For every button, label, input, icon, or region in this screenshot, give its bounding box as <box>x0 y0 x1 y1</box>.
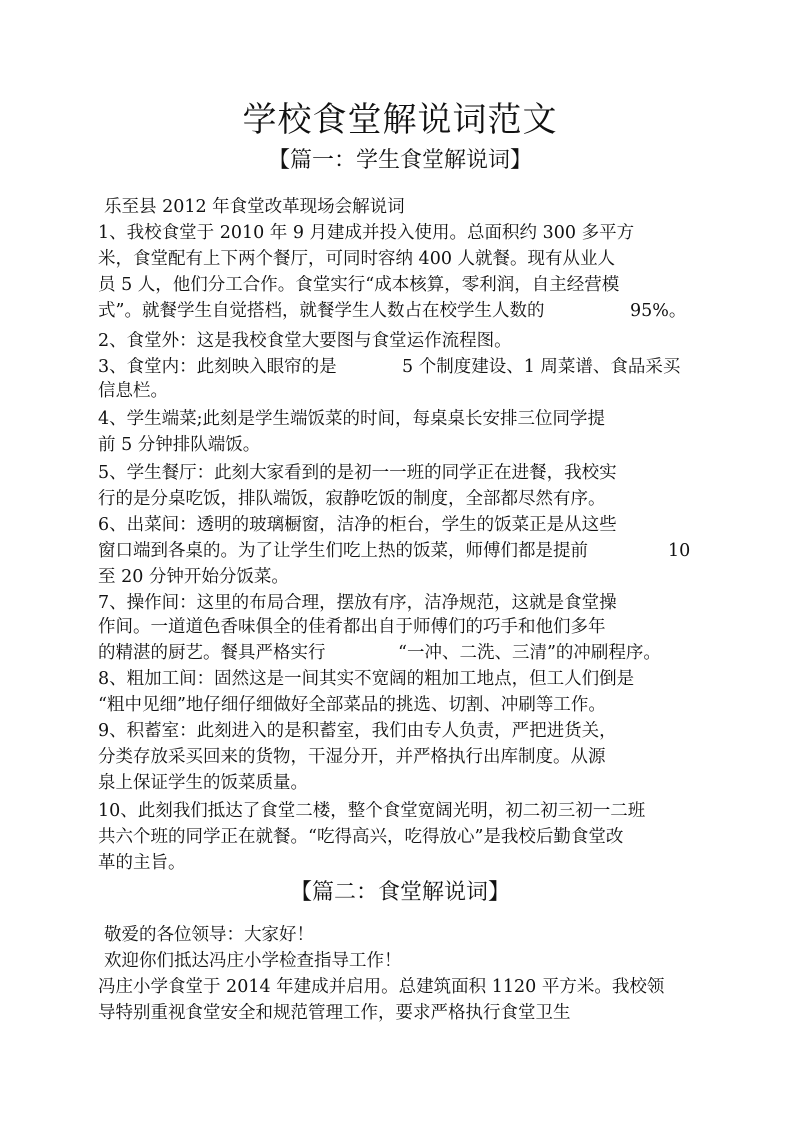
paragraph-line: “粗中见细”地仔细仔细做好全部菜品的挑选、切割、冲刷等工作。 <box>98 695 606 715</box>
paragraph-line: 10 <box>668 541 691 561</box>
paragraph-line: 员 5 人，他们分工合作。食堂实行“成本核算，零利润，自主经营模 <box>98 275 620 295</box>
paragraph-line: 泉上保证学生的饭菜质量。 <box>98 773 308 793</box>
paragraph-line: 3、食堂内：此刻映入眼帘的是 <box>98 357 337 377</box>
paragraph-line: 2、食堂外：这是我校食堂大要图与食堂运作流程图。 <box>98 331 512 351</box>
paragraph-line: 10、此刻我们抵达了食堂二楼，整个食堂宽阔光明，初二初三初一二班 <box>98 801 646 821</box>
paragraph-line: 7、操作间：这里的布局合理，摆放有序，洁净规范，这就是食堂操 <box>98 593 617 613</box>
paragraph-line: 信息栏。 <box>98 381 168 401</box>
section-1-heading: 【篇一：学生食堂解说词】 <box>267 148 532 173</box>
paragraph-line: 1、我校食堂于 2010 年 9 月建成并投入使用。总面积约 300 多平方 <box>98 223 635 243</box>
paragraph-line: 乐至县 2012 年食堂改革现场会解说词 <box>104 197 405 217</box>
paragraph-line: 导特别重视食堂安全和规范管理工作，要求严格执行食堂卫生 <box>98 1003 571 1023</box>
paragraph-line: 窗口端到各桌的。为了让学生们吃上热的饭菜，师傅们都是提前 <box>98 541 588 561</box>
paragraph-line: 共六个班的同学正在就餐。“吃得高兴，吃得放心”是我校后勤食堂改 <box>98 827 624 847</box>
paragraph-line: 分类存放采买回来的货物，干湿分开，并严格执行出库制度。从源 <box>98 747 606 767</box>
paragraph-line: 9、积蓄室：此刻进入的是积蓄室，我们由专人负责，严把进货关， <box>98 721 617 741</box>
paragraph-line: “一冲、二洗、三清”的冲刷程序。 <box>398 643 661 663</box>
paragraph-line: 行的是分桌吃饭，排队端饭，寂静吃饭的制度，全部都尽然有序。 <box>98 489 606 509</box>
paragraph-line: 8、粗加工间：固然这是一间其实不宽阔的粗加工地点，但工人们倒是 <box>98 669 635 689</box>
paragraph-line: 米，食堂配有上下两个餐厅，可同时容纳 400 人就餐。现有从业人 <box>98 249 616 269</box>
paragraph-line: 革的主旨。 <box>98 853 186 873</box>
paragraph-line: 5、学生餐厅：此刻大家看到的是初一一班的同学正在进餐，我校实 <box>98 463 617 483</box>
paragraph-line: 式”。就餐学生自觉搭档，就餐学生人数占在校学生人数的 <box>98 301 545 321</box>
paragraph-line: 前 5 分钟排队端饭。 <box>98 435 261 455</box>
paragraph-line: 冯庄小学食堂于 2014 年建成并启用。总建筑面积 1120 平方米。我校领 <box>98 977 665 997</box>
paragraph-line: 5 个制度建设、1 周菜谱、食品采买 <box>402 357 681 377</box>
paragraph-line: 的精湛的厨艺。餐具严格实行 <box>98 643 326 663</box>
paragraph-line: 至 20 分钟开始分饭菜。 <box>98 567 289 587</box>
paragraph-line: 95%。 <box>630 301 687 321</box>
paragraph-line: 欢迎你们抵达冯庄小学检查指导工作！ <box>104 951 402 971</box>
paragraph-line: 6、出菜间：透明的玻璃橱窗，洁净的柜台，学生的饭菜正是从这些 <box>98 515 617 535</box>
document-title: 学校食堂解说词范文 <box>242 100 558 140</box>
paragraph-line: 敬爱的各位领导：大家好！ <box>104 925 314 945</box>
paragraph-line: 4、学生端菜;此刻是学生端饭菜的时间，每桌桌长安排三位同学提 <box>98 409 606 429</box>
paragraph-line: 作间。一道道色香味俱全的佳肴都出自于师傅们的巧手和他们多年 <box>98 617 606 637</box>
section-2-heading: 【篇二：食堂解说词】 <box>289 880 510 905</box>
